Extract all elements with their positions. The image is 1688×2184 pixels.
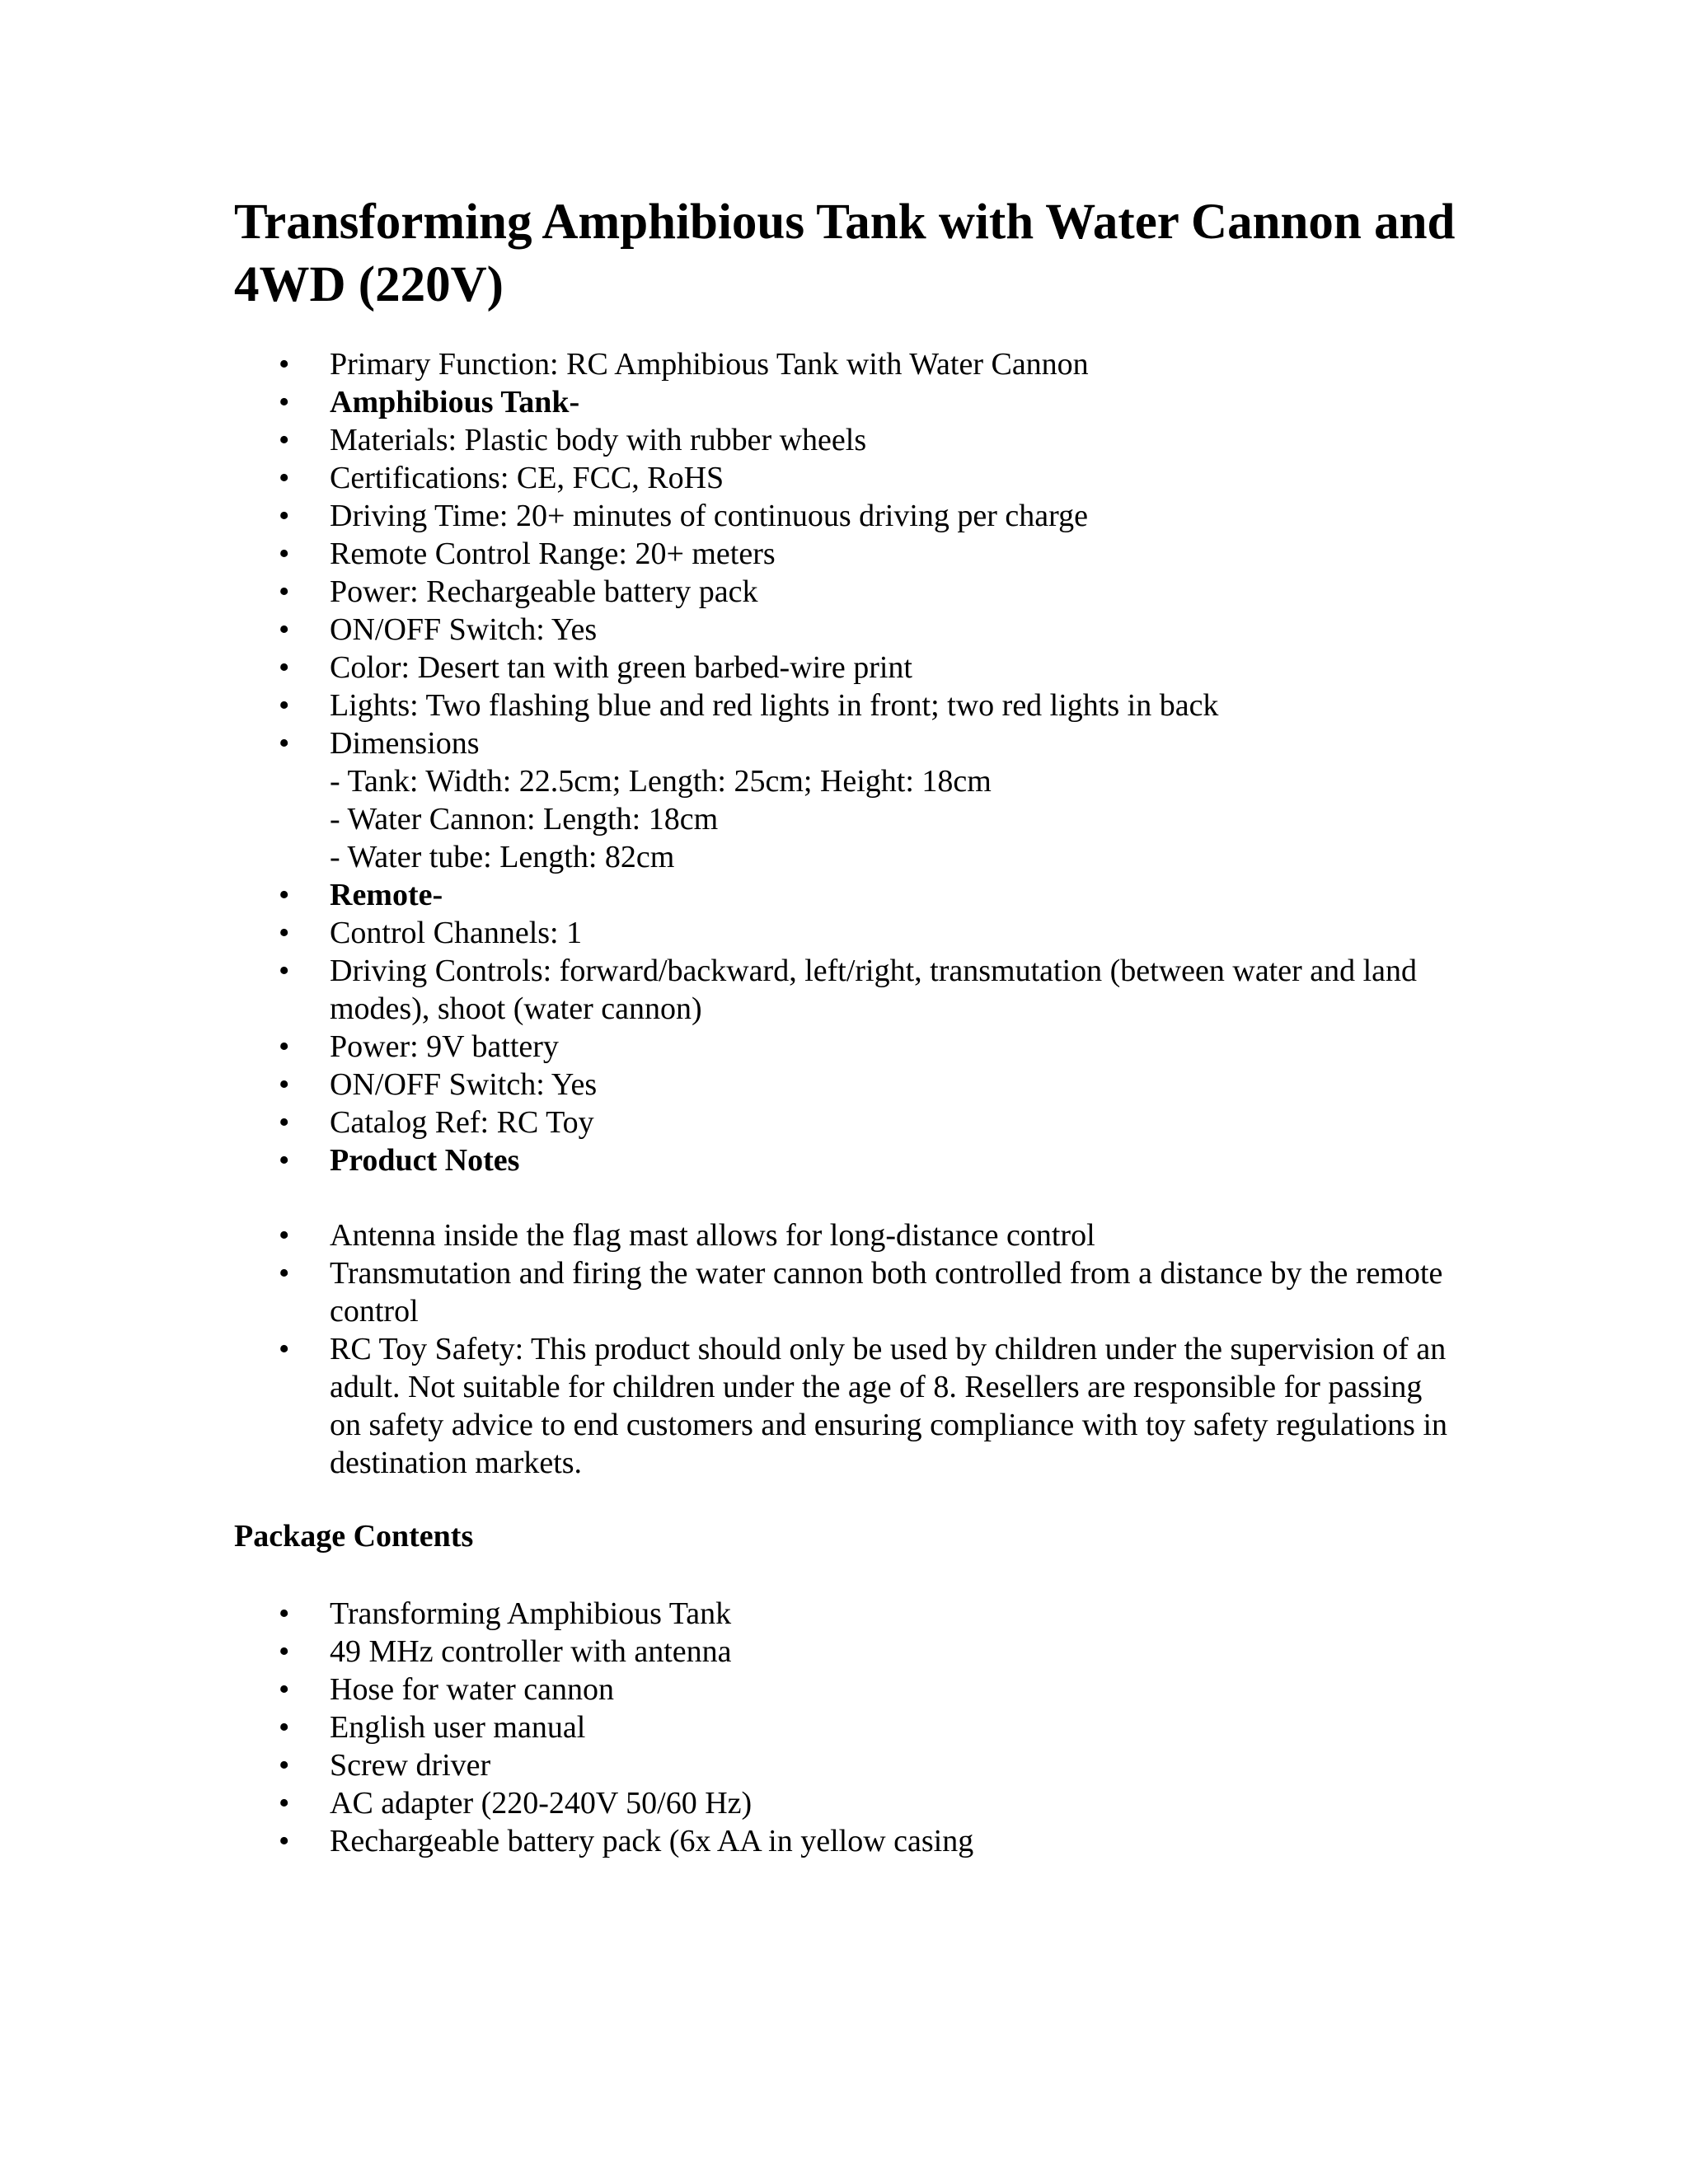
spec-list [330,345,1451,1179]
spec-item: • Driving Time: 20+ minutes of continuous driving per charge [330,497,1451,535]
dimension-line: - Tank: Width: 22.5cm; Length: 25cm; Height: 18cm [330,764,992,799]
note-item: • Transmutation and firing the water cannon both controlled from a distance by the remote control [330,1254,1451,1330]
document-title: Transforming Amphibious Tank with Water Cannon and 4WD (220V) [234,194,1456,312]
spec-item: • Power: 9V battery [330,1028,1451,1066]
spec-item: • ON/OFF Switch: Yes [330,1066,1451,1104]
note-item: • Antenna inside the flag mast allows for long-distance control [330,1216,1451,1254]
spec-item: • Color: Desert tan with green barbed-wire print [330,649,1451,687]
spec-item: • Control Channels: 1 [330,914,1451,952]
note-item: • RC Toy Safety: This product should only be used by children under the supervision of an adult. Not suitable for children under the age of 8. Resellers are responsible for passing on safety advice to end customers and ensuring compliance with toy safety regulations in destination markets. [330,1330,1451,1482]
spec-item: • Lights: Two flashing blue and red lights in front; two red lights in back [330,687,1451,724]
spec-item: • Primary Function: RC Amphibious Tank with Water Cannon [330,345,1451,383]
package-item: • Rechargeable battery pack (6x AA in yellow casing [330,1822,1451,1860]
spec-item: • Remote- [330,876,1451,914]
package-contents-list [330,1595,1451,1860]
spec-item: • Product Notes [330,1141,1451,1179]
spec-item: • Power: Rechargeable battery pack [330,573,1451,611]
spec-item: • Amphibious Tank- [330,383,1451,421]
package-contents-heading: Package Contents [234,1519,474,1554]
dimension-line: - Water Cannon: Length: 18cm [330,802,719,837]
product-notes-list [330,1216,1451,1482]
spec-item: • Catalog Ref: RC Toy [330,1104,1451,1141]
package-item: • AC adapter (220-240V 50/60 Hz) [330,1784,1451,1822]
package-item: • Hose for water cannon [330,1671,1451,1708]
spec-item: • ON/OFF Switch: Yes [330,611,1451,649]
package-item: • 49 MHz controller with antenna [330,1633,1451,1671]
spec-item-dimensions: • Dimensions [330,724,1451,762]
spec-item: • Certifications: CE, FCC, RoHS [330,459,1451,497]
dimension-line: - Water tube: Length: 82cm [330,840,675,874]
package-item: • Transforming Amphibious Tank [330,1595,1451,1633]
package-item: • English user manual [330,1708,1451,1746]
spec-item: • Driving Controls: forward/backward, left/right, transmutation (between water and land modes), shoot (water cannon) [330,952,1451,1028]
package-item: • Screw driver [330,1746,1451,1784]
spec-item: • Remote Control Range: 20+ meters [330,535,1451,573]
spec-item: • Materials: Plastic body with rubber wheels [330,421,1451,459]
